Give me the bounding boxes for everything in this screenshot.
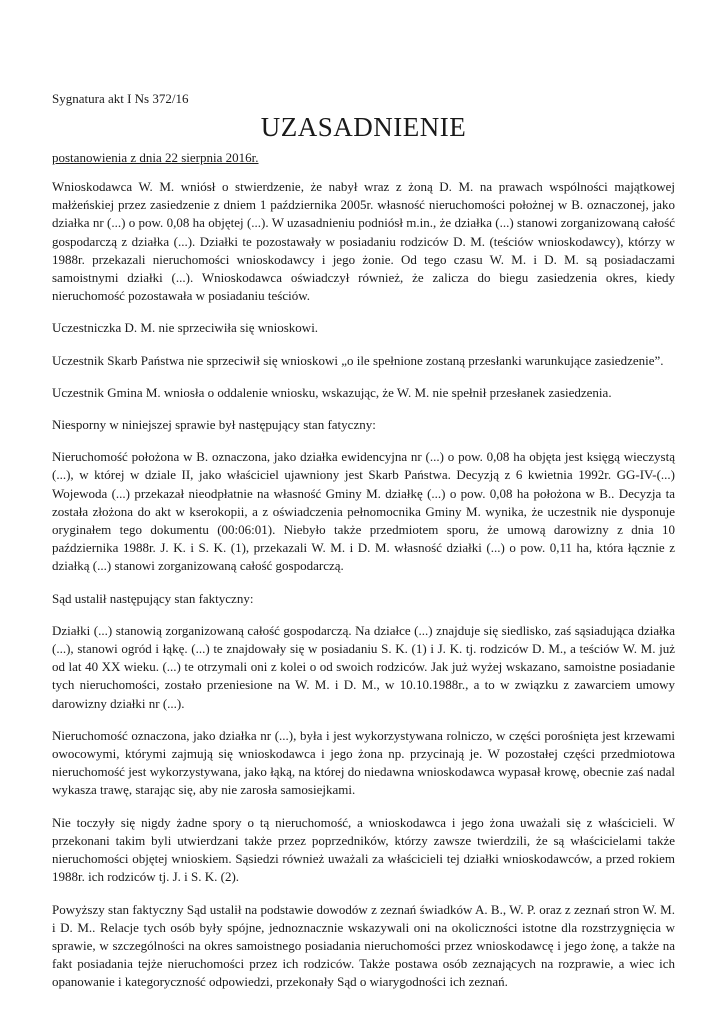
paragraph-municipality: Uczestnik Gmina M. wniosła o oddalenie wniosku, wskazując, że W. M. nie spełnił przesłanek zasiedzenia. <box>52 384 612 400</box>
paragraph-request: Wnioskodawca W. M. wniósł o stwierdzenie, że nabył wraz z żoną D. M. na prawach wspólności majątkowej małżeńskiej przez zasiedzenie z dniem 1 października 2005r. własność nieruchomości położnej w B. oznaczonej, jako działka nr (...) o pow. 0,08 ha objętej (...). W uzasadnieniu podniósł m.in., że działka (...) stanowi zorganizowaną całość gospodarczą z działka (...). Działki te pozostawały w posiadaniu rodziców D. M. (teściów wnioskodawcy), którzy w 1988r. przekazali nieruchomości wnioskodawcy i jego żonie. Od tego czasu W. M. i D. M. są posiadaczami samoistnymi działki (...). Wnioskodawca oświadczył również, że zalicza do biegu zasiedzenia okres, kiedy nieruchomość pozostawała w posiadaniu teściów. <box>52 179 675 304</box>
document-body <box>52 178 675 1006</box>
paragraph-undisputed-facts: Nieruchomość położona w B. oznaczona, jako działka ewidencyjna nr (...) o pow. 0,08 ha objęta jest księgą wieczystą (...), w której w dziale II, jako właściciel ujawniony jest Skarb Państwa. Decyzją z 6 kwietnia 1992r. GG-IV-(...) Wojewoda (...) przekazał nieodpłatnie na własność Gminy M. działkę (...) o pow. 0,08 ha położona w B.. Decyzja ta została złożona do akt w kserokopii, a z oświadczenia pełnomocnika Gminy M. wynika, że uczestnik nie dysponuje oryginałem tego dokumentu (00:06:01). Niebyło także przedmiotem sporu, że umową darowizny z dnia 10 października 1988r. J. K. i S. K. (1), przekazali W. M. i D. M. własność działki (...) o pow. 0,11 ha, która łącznie z działką (...) stanowi zorganizowaną całość gospodarczą. <box>52 449 675 574</box>
paragraph-land-use: Nieruchomość oznaczona, jako działka nr (...), była i jest wykorzystywana rolniczo, w części porośnięta jest krzewami owocowymi, którymi zajmują się wnioskodawca i jego żona np. przycinają je. W pozostałej części przedmiotowa nieruchomość jest wykorzystywana, jako łąką, na której do niedawna wnioskodawca wypasał krowę, obecnie zaś nadal wykasza trawę, starając się, aby nie zarosła samosiejkami. <box>52 727 675 798</box>
document-title: UZASADNIENIE <box>260 112 467 142</box>
case-signature: Sygnatura akt I Ns 372/16 <box>52 91 189 106</box>
paragraph-no-disputes: Nie toczyły się nigdy żadne spory o tą nieruchomość, a wnioskodawca i jego żona uważali się z właścicieli. W przekonani takim byli utwierdzani także przez poprzedników, którzy zawsze twierdzili, że są właścicielami także nieruchomości objętej wnioskiem. Sąsiedzi również uważali za właścicieli tej działki wnioskodawców, a przed rokiem 1988r. ich rodziców tj. J. i S. K. (2). <box>52 814 675 885</box>
paragraph-participant-dm: Uczestniczka D. M. nie sprzeciwiła się wnioskowi. <box>52 320 319 336</box>
paragraph-undisputed-intro: Niesporny w niniejszej sprawie był następujący stan fatyczny: <box>52 417 376 433</box>
document-subtitle: postanowienia z dnia 22 sierpnia 2016r. <box>52 150 259 165</box>
paragraph-state-treasury: Uczestnik Skarb Państwa nie sprzeciwił się wnioskowi „o ile spełnione zostaną przesłanki warunkujące zasiedzenie”. <box>52 352 664 368</box>
paragraph-evidence: Powyższy stan faktyczny Sąd ustalił na podstawie dowodów z zeznań świadków A. B., W. P. oraz z zeznań stron W. M. i D. M.. Relacje tych osób były spójne, jednoznacznie wskazywali oni na okoliczności istotne dla rozstrzygnięcia w sprawie, w szczególności na okres samoistnego posiadania nieruchomości przez wnioskodawcę i jego żonę, a także na fakt posiadania tejże nieruchomości przez ich rodziców. Także postawa osób zeznających na rozprawie, a wiec ich opanowanie i kategoryczność odpowiedzi, przekonały Sąd o wiarygodności ich zeznań. <box>52 901 675 990</box>
paragraph-court-intro: Sąd ustalił następujący stan faktyczny: <box>52 590 254 606</box>
paragraph-court-facts: Działki (...) stanowią zorganizowaną całość gospodarczą. Na działce (...) znajduje się siedlisko, zaś sąsiadująca działka (...), stanowi ogród i łąkę. (...) te znajdowały się w posiadaniu S. K. (1) i J. K. tj. rodziców D. M., a teściów W. M. już od lat 40 XX wieku. (...) te otrzymali oni z kolei o od swoich rodziców. Jak już wyżej wskazano, samoistne posiadanie tych nieruchomości, zostało przeniesione na W. M. i D. M., w 10.10.1988r., a to w związku z zawarciem umowy darowizny działki nr (...). <box>52 622 675 711</box>
